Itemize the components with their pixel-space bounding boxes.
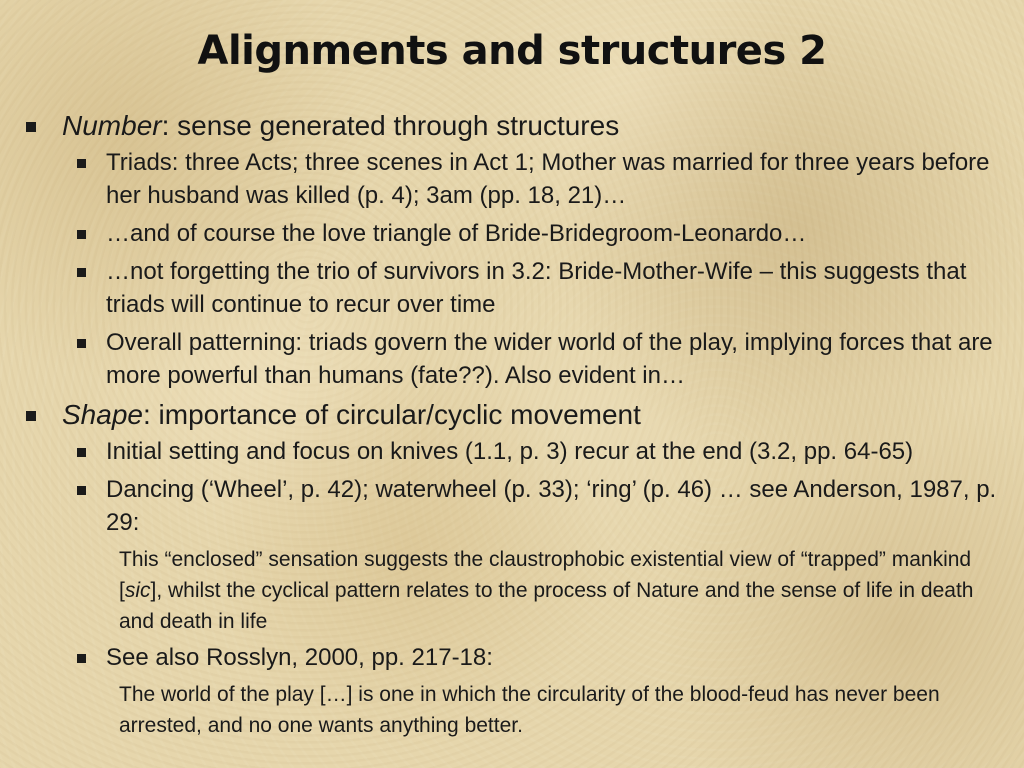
sub-bullet-dancing — [22, 473, 1007, 539]
quote-text: The world of the play […] is one in which the circularity of the blood-feud has never been arrested, and no one wants anything better. — [119, 683, 940, 737]
square-bullet-icon — [26, 411, 36, 421]
square-bullet-icon — [77, 159, 86, 168]
sub-bullet-text: See also Rosslyn, 2000, pp. 217-18: — [106, 644, 493, 671]
quote-anderson — [22, 544, 1007, 637]
slide-content — [22, 108, 1007, 745]
square-bullet-icon — [77, 486, 86, 495]
sub-bullet-love-triangle — [22, 217, 1007, 250]
heading-number-rest: : sense generated through structures — [161, 110, 620, 141]
sub-bullet-text: …not forgetting the trio of survivors in 3.2: Bride-Mother-Wife – this suggests that triads will continue to recur over time — [106, 258, 967, 318]
quote-sic: sic — [124, 579, 151, 602]
sub-bullet-text: Dancing (‘Wheel’, p. 42); waterwheel (p. 33); ‘ring’ (p. 46) … see Anderson, 1987, p. 29: — [106, 476, 997, 536]
heading-shape-rest: : importance of circular/cyclic movement — [142, 399, 641, 430]
square-bullet-icon — [77, 654, 86, 663]
square-bullet-icon — [77, 230, 86, 239]
term-number: Number — [62, 110, 162, 141]
sub-bullet-survivors — [22, 255, 1007, 321]
quote-text-before: This “enclosed” sensation suggests the claustrophobic existential view of “trapped” mankind [ — [119, 548, 972, 602]
square-bullet-icon — [77, 339, 86, 348]
square-bullet-icon — [77, 448, 86, 457]
quote-text-after: ], whilst the cyclical pattern relates to the process of Nature and the sense of life in death and death in life — [119, 579, 974, 633]
bullet-shape — [22, 397, 1007, 433]
sub-bullet-text: Initial setting and focus on knives (1.1, p. 3) recur at the end (3.2, pp. 64-65) — [106, 438, 914, 465]
sub-bullet-text: …and of course the love triangle of Bride-Bridegroom-Leonardo… — [106, 220, 807, 247]
square-bullet-icon — [26, 122, 36, 132]
sub-bullet-text: Overall patterning: triads govern the wider world of the play, implying forces that are more powerful than humans (fate??). Also evident in… — [106, 329, 993, 389]
slide-title: Alignments and structures 2 — [197, 28, 827, 74]
sub-bullet-text: Triads: three Acts; three scenes in Act 1; Mother was married for three years before her husband was killed (p. 4); 3am (pp. 18, 21)… — [106, 149, 990, 209]
sub-bullet-knives — [22, 435, 1007, 468]
quote-rosslyn — [22, 679, 1007, 741]
square-bullet-icon — [77, 268, 86, 277]
bullet-number — [22, 108, 1007, 144]
sub-bullet-rosslyn — [22, 641, 1007, 674]
sub-bullet-patterning — [22, 326, 1007, 392]
sub-bullet-triads — [22, 146, 1007, 212]
term-shape: Shape — [62, 399, 143, 430]
